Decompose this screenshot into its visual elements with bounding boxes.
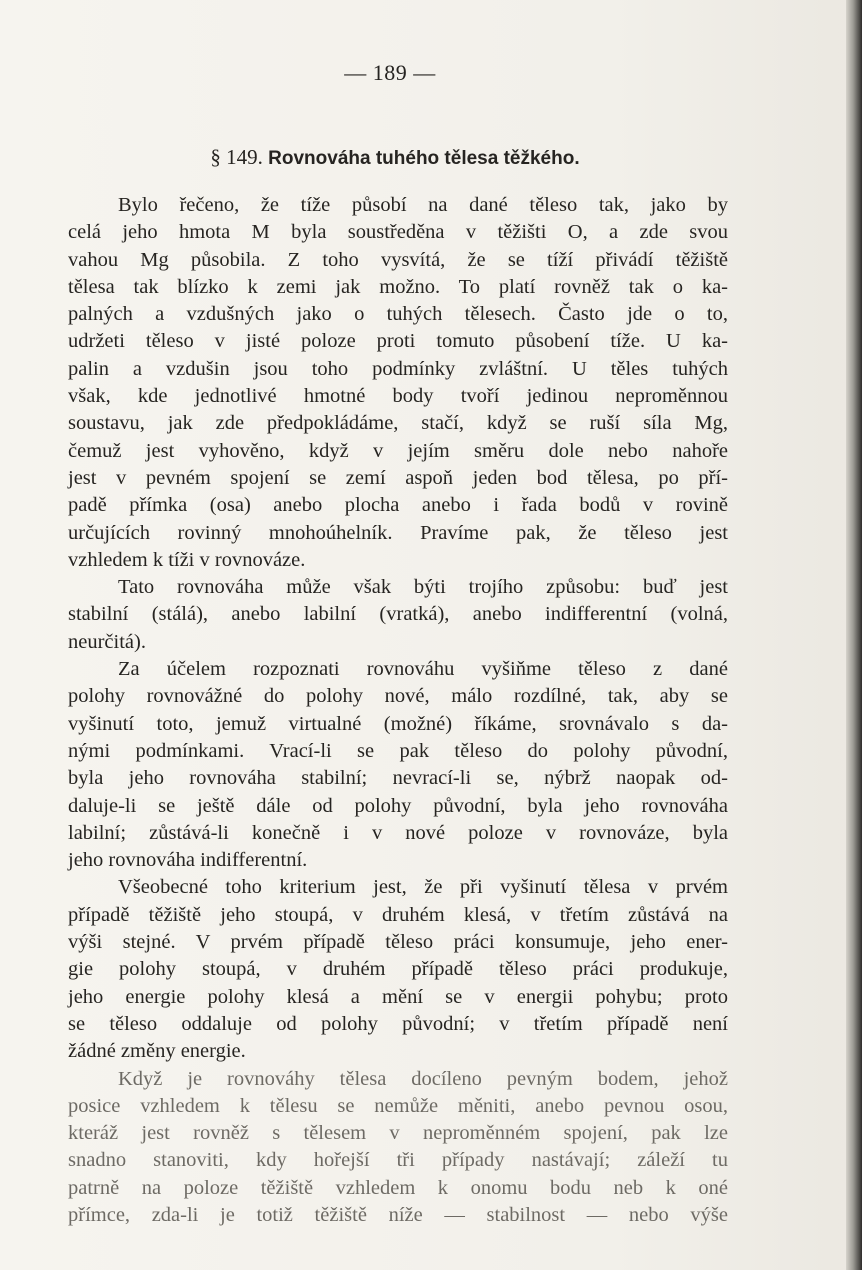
text-line: kteráž jest rovněž s tělesem v neproměnném spojení, pak lze bbox=[68, 1122, 728, 1145]
text-line: jeho rovnováha indifferentní. bbox=[68, 849, 308, 872]
text-line: vzhledem k tíži v rovnováze. bbox=[68, 548, 306, 571]
text-line: přímce, zda-li je totiž těžiště níže — stabilnost — nebo výše bbox=[68, 1203, 728, 1226]
text-line: padě přímka (osa) anebo plocha anebo i řada bodů v rovině bbox=[68, 494, 728, 517]
section-title: Rovnováha tuhého tělesa těžkého. bbox=[268, 148, 580, 169]
text-line: neurčitá). bbox=[68, 630, 146, 653]
text-line: soustavu, jak zde předpokládáme, stačí, když se ruší síla Mg, bbox=[68, 412, 728, 435]
section-heading bbox=[0, 145, 790, 170]
text-line: palných a vzdušných jako o tuhých tělesech. Často jde o to, bbox=[68, 303, 728, 326]
text-line: však, kde jednotlivé hmotné body tvoří jedinou neproměnnou bbox=[68, 385, 728, 408]
page-edge-shadow bbox=[846, 0, 862, 1270]
section-symbol: § 149. bbox=[210, 145, 263, 169]
text-line: labilní; zůstává-li konečně i v nové poloze v rovnováze, byla bbox=[68, 821, 728, 844]
text-line: Tato rovnováha může však býti trojího způsobu: buď jest bbox=[118, 576, 728, 599]
text-line: polohy rovnovážné do polohy nové, málo rozdílné, tak, aby se bbox=[68, 685, 728, 708]
text-line: výši stejné. V prvém případě těleso práci konsumuje, jeho ener- bbox=[68, 931, 728, 954]
text-line: vyšinutí toto, jemuž virtualné (možné) říkáme, srovnávalo s da- bbox=[68, 712, 728, 735]
text-line: patrně na poloze těžiště vzhledem k onomu bodu neb k oné bbox=[68, 1176, 728, 1199]
text-line: jeho energie polohy klesá a mění se v energii pohybu; proto bbox=[68, 985, 728, 1008]
text-line: posice vzhledem k tělesu se nemůže měniti, anebo pevnou osou, bbox=[68, 1094, 728, 1117]
text-line: případě těžiště jeho stoupá, v druhém klesá, v třetím zůstává na bbox=[68, 903, 728, 926]
text-line: Za účelem rozpoznati rovnováhu vyšiňme těleso z dané bbox=[118, 658, 728, 681]
text-line: Bylo řečeno, že tíže působí na dané těleso tak, jako by bbox=[118, 194, 728, 216]
text-line: tělesa tak blízko k zemi jak možno. To platí rovněž tak o ka- bbox=[68, 275, 728, 298]
text-line: Když je rovnováhy tělesa docíleno pevným bodem, jehož bbox=[118, 1067, 728, 1090]
text-line: určujících rovinný mnohoúhelník. Pravíme pak, že těleso jest bbox=[68, 521, 728, 544]
text-line: byla jeho rovnováha stabilní; nevrací-li se, nýbrž naopak od- bbox=[68, 767, 728, 790]
text-line: gie polohy stoupá, v druhém případě těleso práci produkuje, bbox=[68, 958, 728, 981]
text-line: stabilní (stálá), anebo labilní (vratká), anebo indifferentní (volná, bbox=[68, 603, 728, 626]
text-line: vahou Mg působila. Z toho vysvítá, že se tíží přivádí těžiště bbox=[68, 248, 728, 271]
text-line: daluje-li se ještě dále od polohy původní, byla jeho rovnováha bbox=[68, 794, 728, 817]
text-line: palin a vzdušin jsou toho podmínky zvláštní. U těles tuhých bbox=[68, 357, 728, 380]
text-line: čemuž jest vyhověno, když v jejím směru dole nebo nahoře bbox=[68, 439, 728, 462]
text-line: žádné změny energie. bbox=[68, 1040, 246, 1063]
page-number: — 189 — bbox=[344, 60, 436, 85]
body-text bbox=[68, 192, 728, 1229]
text-line: celá jeho hmota M byla soustředěna v těžišti O, a zde svou bbox=[68, 221, 728, 244]
text-line: Všeobecné toho kriterium jest, že při vyšinutí tělesa v prvém bbox=[118, 876, 728, 899]
text-line: jest v pevném spojení se zemí aspoň jeden bod tělesa, po pří- bbox=[68, 466, 728, 489]
text-line: nými podmínkami. Vrací-li se pak těleso do polohy původní, bbox=[68, 739, 728, 762]
text-line: se těleso oddaluje od polohy původní; v třetím případě není bbox=[68, 1012, 728, 1035]
text-line: snadno stanoviti, kdy hořejší tři případy nastávají; záleží tu bbox=[68, 1149, 728, 1172]
text-line: udržeti těleso v jisté poloze proti tomuto působení tíže. U ka- bbox=[68, 330, 728, 353]
